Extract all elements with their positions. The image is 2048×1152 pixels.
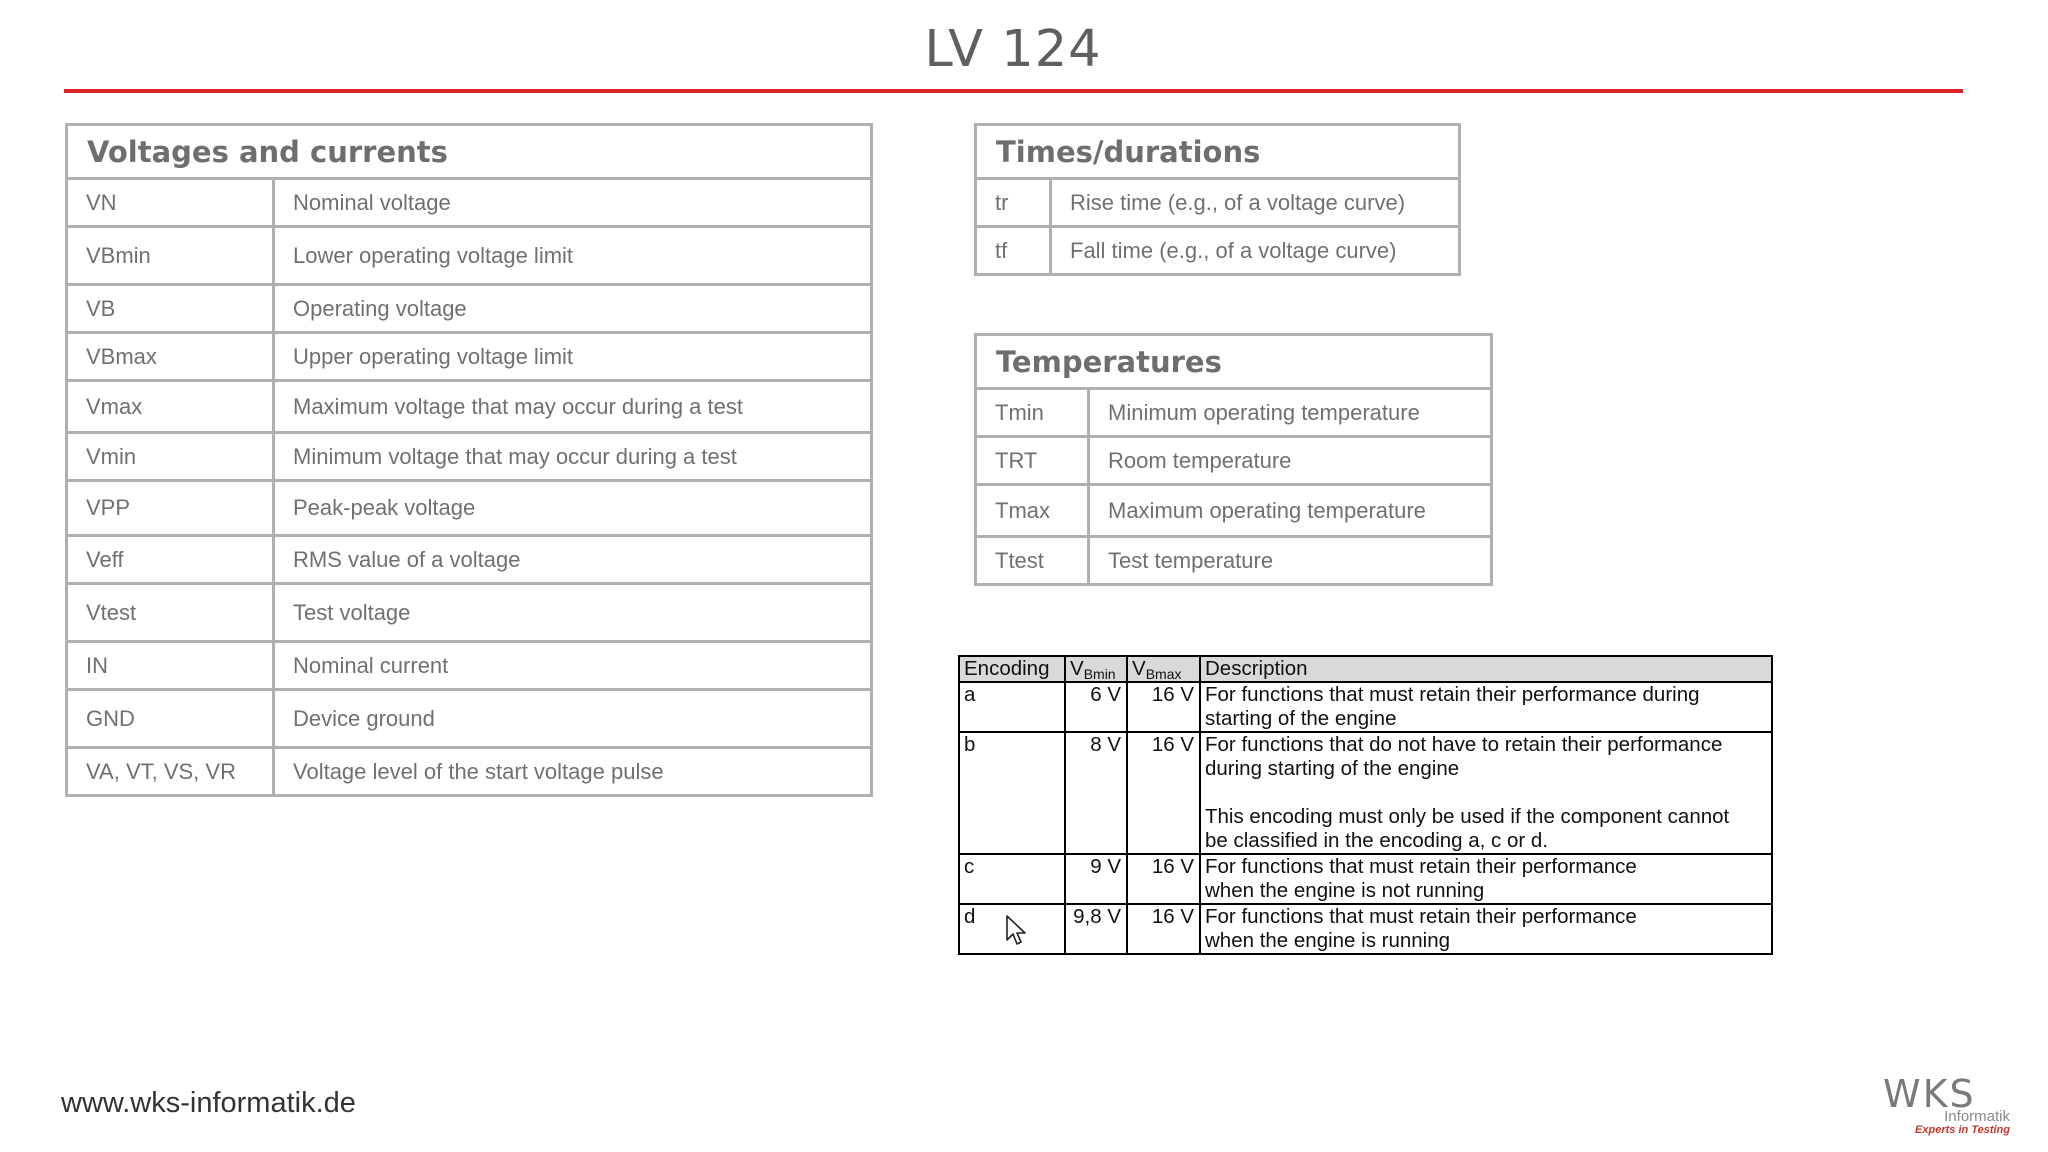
voltage-row <box>67 333 872 381</box>
temperature-symbol: TRT <box>976 437 1089 485</box>
voltage-symbol: VBmax <box>67 333 274 381</box>
voltages-heading: Voltages and currents <box>67 125 872 179</box>
description-header: Description <box>1200 656 1772 682</box>
description-line: This encoding must only be used if the component cannot <box>1205 805 1730 828</box>
voltage-row <box>67 433 872 481</box>
time-row <box>976 227 1460 275</box>
temperature-row <box>976 437 1492 485</box>
temperature-row <box>976 537 1492 585</box>
voltage-row <box>67 536 872 584</box>
encoding-row <box>959 854 1772 904</box>
encoding-code: d <box>959 904 1065 954</box>
time-symbol: tr <box>976 179 1051 227</box>
voltage-row <box>67 179 872 227</box>
temperature-row <box>976 389 1492 437</box>
voltage-description: Upper operating voltage limit <box>274 333 872 381</box>
voltage-description: Device ground <box>274 690 872 748</box>
footer-url[interactable]: www.wks-informatik.de <box>61 1087 356 1119</box>
time-description: Fall time (e.g., of a voltage curve) <box>1051 227 1460 275</box>
voltage-symbol: Vtest <box>67 584 274 642</box>
slide-title: LV 124 <box>924 20 1102 79</box>
description-line: For functions that must retain their performance <box>1205 905 1637 928</box>
encoding-header: Encoding <box>959 656 1065 682</box>
encoding-row <box>959 904 1772 954</box>
encoding-row <box>959 682 1772 732</box>
temperature-description: Room temperature <box>1089 437 1492 485</box>
vbmax-header: $V_{Bmax}$ <box>1127 656 1200 682</box>
description-line: when the engine is not running <box>1205 879 1485 902</box>
voltage-description: Peak-peak voltage <box>274 481 872 536</box>
description-line: during starting of the engine <box>1205 757 1460 780</box>
voltage-row <box>67 381 872 433</box>
voltage-symbol: IN <box>67 642 274 690</box>
temperature-description: Maximum operating temperature <box>1089 485 1492 537</box>
vbmax-value: 16 V <box>1127 732 1200 854</box>
voltage-description: Lower operating voltage limit <box>274 227 872 285</box>
vbmin-value: 8 V <box>1065 732 1127 854</box>
description-line: For functions that must retain their performance <box>1205 855 1637 878</box>
times-table <box>974 123 1461 276</box>
encoding-description <box>1200 904 1772 954</box>
voltage-symbol: VBmin <box>67 227 274 285</box>
time-symbol: tf <box>976 227 1051 275</box>
temperatures-table <box>974 333 1493 586</box>
temperature-row <box>976 485 1492 537</box>
description-line: starting of the engine <box>1205 707 1397 730</box>
encoding-code: c <box>959 854 1065 904</box>
encoding-row <box>959 732 1772 854</box>
voltage-symbol: Vmax <box>67 381 274 433</box>
vbmin-value: 6 V <box>1065 682 1127 732</box>
time-description: Rise time (e.g., of a voltage curve) <box>1051 179 1460 227</box>
voltage-symbol: Veff <box>67 536 274 584</box>
voltages-table <box>65 123 873 797</box>
encoding-description <box>1200 682 1772 732</box>
voltage-row <box>67 690 872 748</box>
encoding-code: a <box>959 682 1065 732</box>
voltage-row <box>67 642 872 690</box>
description-line <box>1205 781 1767 805</box>
times-heading: Times/durations <box>976 125 1460 179</box>
temperature-symbol: Ttest <box>976 537 1089 585</box>
voltage-description: Test voltage <box>274 584 872 642</box>
mouse-pointer-icon <box>1006 915 1028 947</box>
voltage-description: Nominal voltage <box>274 179 872 227</box>
vbmin-header: $V_{Bmin}$ <box>1065 656 1127 682</box>
temperature-symbol: Tmax <box>976 485 1089 537</box>
description-line: be classified in the encoding a, c or d. <box>1205 829 1549 852</box>
description-line: when the engine is running <box>1205 929 1451 952</box>
vbmin-value: 9,8 V <box>1065 904 1127 954</box>
voltage-symbol: VN <box>67 179 274 227</box>
voltage-description: Maximum voltage that may occur during a test <box>274 381 872 433</box>
temperature-description: Minimum operating temperature <box>1089 389 1492 437</box>
voltage-row <box>67 227 872 285</box>
voltage-symbol: GND <box>67 690 274 748</box>
voltage-description: Nominal current <box>274 642 872 690</box>
voltage-symbol: VPP <box>67 481 274 536</box>
voltage-row <box>67 584 872 642</box>
vbmax-value: 16 V <box>1127 904 1200 954</box>
voltage-symbol: VB <box>67 285 274 333</box>
voltage-description: RMS value of a voltage <box>274 536 872 584</box>
encoding-description <box>1200 854 1772 904</box>
voltage-row <box>67 481 872 536</box>
voltage-description: Minimum voltage that may occur during a test <box>274 433 872 481</box>
title-underline <box>64 89 1963 93</box>
description-line: For functions that do not have to retain their performance <box>1205 733 1723 756</box>
vbmax-value: 16 V <box>1127 682 1200 732</box>
encoding-code: b <box>959 732 1065 854</box>
temperatures-heading: Temperatures <box>976 335 1492 389</box>
time-row <box>976 179 1460 227</box>
temperature-symbol: Tmin <box>976 389 1089 437</box>
voltage-row <box>67 748 872 796</box>
voltage-description: Operating voltage <box>274 285 872 333</box>
vbmin-value: 9 V <box>1065 854 1127 904</box>
wks-logo: WKS Informatik Experts in Testing <box>1883 1072 2010 1136</box>
voltage-row <box>67 285 872 333</box>
encoding-table <box>958 655 1773 955</box>
voltage-symbol: VA, VT, VS, VR <box>67 748 274 796</box>
voltage-description: Voltage level of the start voltage pulse <box>274 748 872 796</box>
encoding-description <box>1200 732 1772 854</box>
voltage-symbol: Vmin <box>67 433 274 481</box>
temperature-description: Test temperature <box>1089 537 1492 585</box>
vbmax-value: 16 V <box>1127 854 1200 904</box>
description-line: For functions that must retain their performance during <box>1205 683 1700 706</box>
